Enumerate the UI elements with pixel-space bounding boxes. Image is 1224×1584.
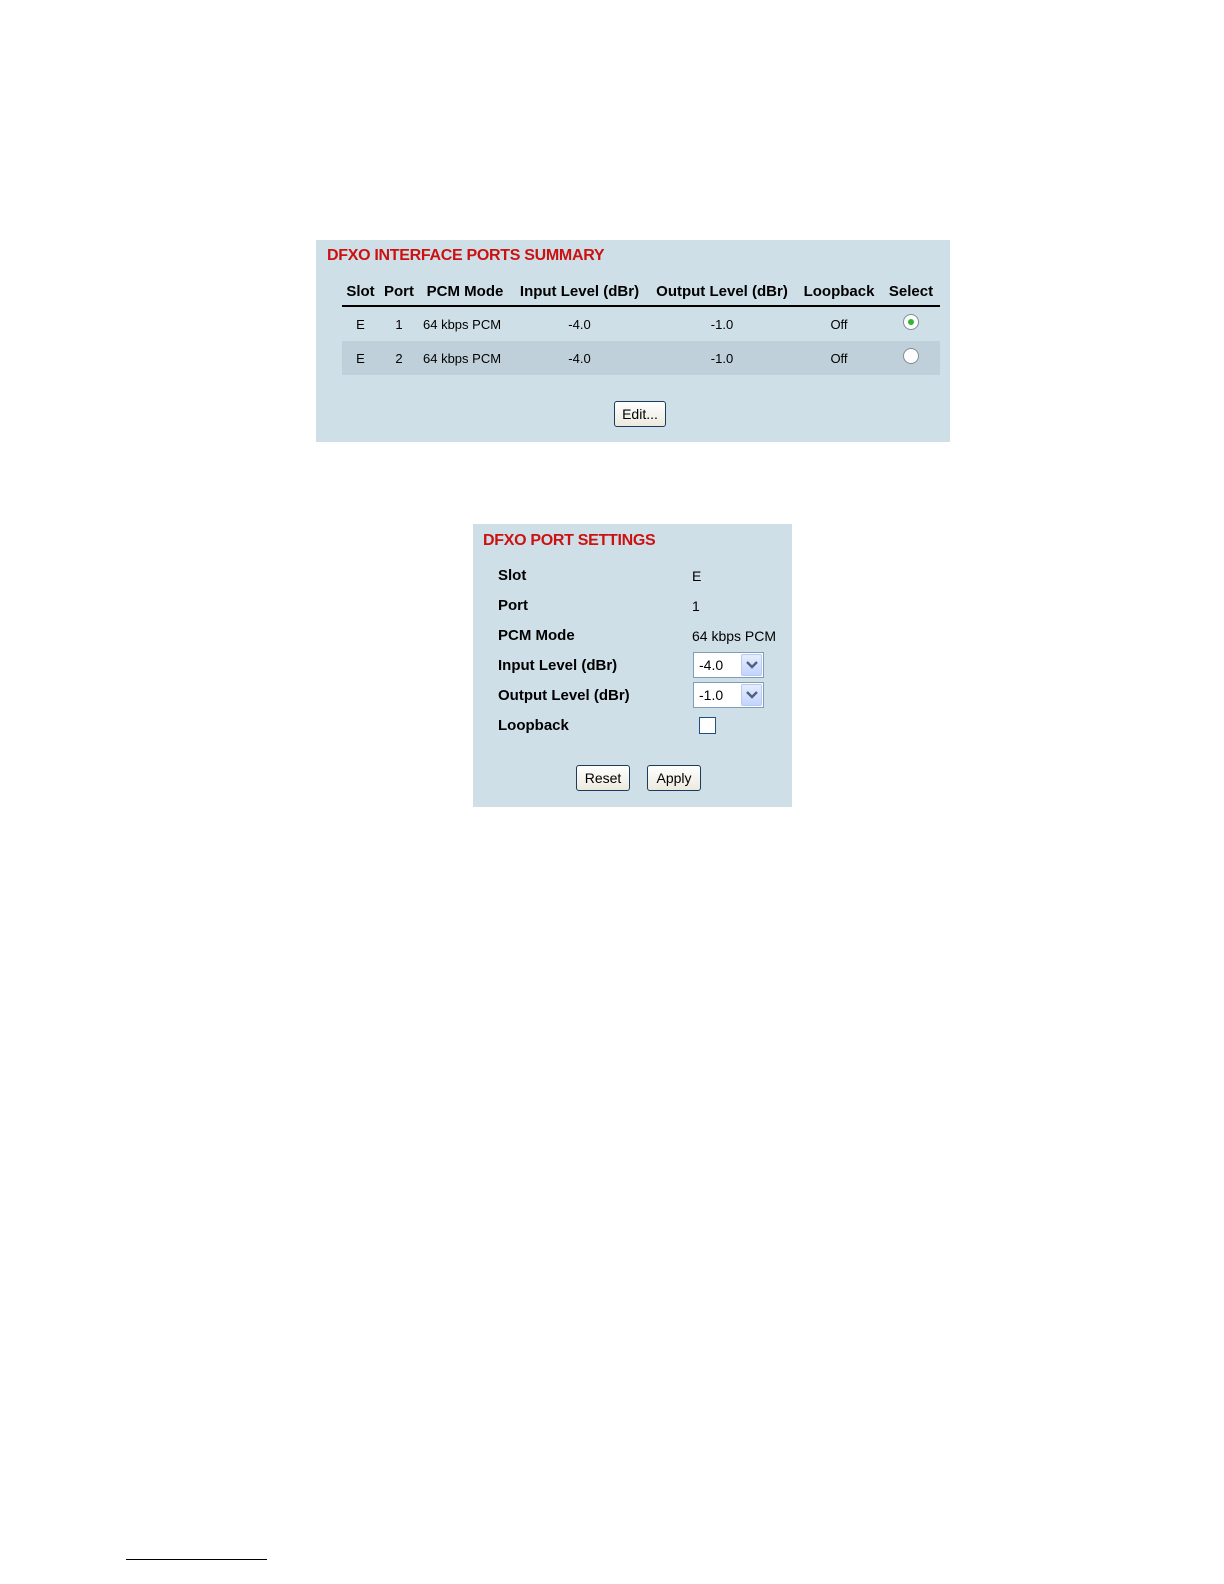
loopback-checkbox[interactable] xyxy=(699,717,716,734)
ports-table xyxy=(342,278,940,375)
select-radio-port-1[interactable] xyxy=(903,314,919,330)
col-header-input-level: Input Level (dBr) xyxy=(511,278,648,306)
col-header-loopback: Loopback xyxy=(796,278,882,306)
cell-loopback: Off xyxy=(796,341,882,375)
slot-label: Slot xyxy=(498,567,527,584)
apply-button[interactable]: Apply xyxy=(647,765,701,791)
cell-select xyxy=(882,341,940,375)
cell-port: 2 xyxy=(379,341,419,375)
col-header-output-level: Output Level (dBr) xyxy=(648,278,796,306)
chevron-down-icon[interactable] xyxy=(741,654,762,676)
cell-output-level: -1.0 xyxy=(710,316,734,332)
select-radio-port-2[interactable] xyxy=(903,348,919,364)
table-row[interactable] xyxy=(342,341,940,375)
cell-input-level: -4.0 xyxy=(511,341,648,375)
col-header-slot: Slot xyxy=(342,278,379,306)
input-level-selected: -4.0 xyxy=(699,657,724,673)
cell-pcm-mode: 64 kbps PCM xyxy=(423,316,502,332)
port-settings-panel xyxy=(473,524,792,807)
col-header-pcm-mode: PCM Mode xyxy=(419,278,511,306)
input-level-select[interactable] xyxy=(693,652,764,678)
slot-value: E xyxy=(692,568,702,584)
port-value: 1 xyxy=(692,598,700,614)
cell-input-level: -4.0 xyxy=(568,316,591,332)
cell-slot: E xyxy=(356,316,365,332)
input-level-label: Input Level (dBr) xyxy=(498,657,618,674)
table-row[interactable] xyxy=(342,306,940,341)
edit-button[interactable]: Edit... xyxy=(614,401,666,427)
table-header-row xyxy=(342,278,940,306)
loopback-label: Loopback xyxy=(498,717,569,734)
cell-port: 1 xyxy=(395,316,403,332)
cell-slot: E xyxy=(342,341,379,375)
settings-title: DFXO PORT SETTINGS xyxy=(483,532,656,549)
ports-summary-panel xyxy=(316,240,950,442)
chevron-down-icon[interactable] xyxy=(741,684,762,706)
summary-title: DFXO INTERFACE PORTS SUMMARY xyxy=(327,247,605,264)
col-header-select: Select xyxy=(882,278,940,306)
col-header-port: Port xyxy=(379,278,419,306)
pcm-mode-label: PCM Mode xyxy=(498,627,575,644)
cell-select xyxy=(882,306,940,341)
output-level-selected: -1.0 xyxy=(699,687,724,703)
reset-button[interactable]: Reset xyxy=(576,765,630,791)
cell-pcm-mode: 64 kbps PCM xyxy=(419,341,511,375)
output-level-label: Output Level (dBr) xyxy=(498,687,630,704)
pcm-mode-value: 64 kbps PCM xyxy=(692,628,777,644)
output-level-select[interactable] xyxy=(693,682,764,708)
footnote-divider xyxy=(126,1559,267,1560)
cell-output-level: -1.0 xyxy=(648,341,796,375)
cell-loopback: Off xyxy=(830,316,848,332)
port-label: Port xyxy=(498,597,528,614)
